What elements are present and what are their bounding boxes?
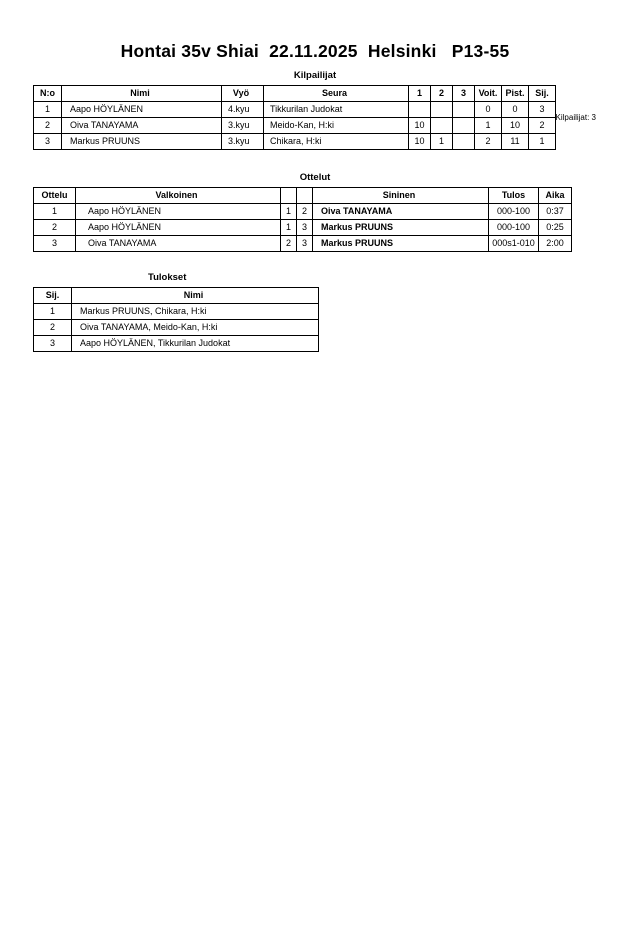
cell-points: 11 — [502, 134, 529, 150]
cell-club: Meido-Kan, H:ki — [264, 118, 409, 134]
col-header-m3: 3 — [453, 86, 475, 102]
cell-grade: 3.kyu — [222, 118, 264, 134]
competitors-table — [33, 85, 556, 150]
cell-match-no: 2 — [34, 220, 76, 236]
table-row — [34, 220, 572, 236]
col-header-wins: Voit. — [475, 86, 502, 102]
cell-white-no: 1 — [281, 204, 297, 220]
cell-score: 000s1-010 — [489, 236, 539, 252]
cell-m3 — [453, 134, 475, 150]
cell-rank: 3 — [529, 102, 556, 118]
col-header-score: Tulos — [489, 188, 539, 204]
cell-blue-no: 2 — [297, 204, 313, 220]
col-header-m1: 1 — [409, 86, 431, 102]
cell-no: 3 — [34, 134, 62, 150]
table-row — [34, 118, 556, 134]
table-header-row — [34, 86, 556, 102]
col-header-white: Valkoinen — [76, 188, 281, 204]
cell-points: 0 — [502, 102, 529, 118]
table-header-row — [34, 288, 319, 304]
results-table-wrap — [0, 287, 630, 352]
cell-name: Markus PRUUNS, Chikara, H:ki — [72, 304, 319, 320]
cell-rank: 2 — [529, 118, 556, 134]
cell-no: 1 — [34, 102, 62, 118]
cell-club: Tikkurilan Judokat — [264, 102, 409, 118]
cell-blue: Oiva TANAYAMA — [313, 204, 489, 220]
cell-wins: 0 — [475, 102, 502, 118]
matches-section-heading: Ottelut — [299, 172, 331, 183]
col-header-blue: Sininen — [313, 188, 489, 204]
cell-m3 — [453, 118, 475, 134]
cell-m1 — [409, 102, 431, 118]
cell-white: Oiva TANAYAMA — [76, 236, 281, 252]
cell-position: 3 — [34, 336, 72, 352]
cell-m1: 10 — [409, 118, 431, 134]
cell-white-no: 2 — [281, 236, 297, 252]
cell-grade: 4.kyu — [222, 102, 264, 118]
cell-m2 — [431, 102, 453, 118]
cell-match-no: 1 — [34, 204, 76, 220]
cell-wins: 1 — [475, 118, 502, 134]
cell-blue: Markus PRUUNS — [313, 220, 489, 236]
cell-wins: 2 — [475, 134, 502, 150]
col-header-m2: 2 — [431, 86, 453, 102]
cell-time: 2:00 — [539, 236, 572, 252]
cell-blue: Markus PRUUNS — [313, 236, 489, 252]
cell-m2: 1 — [431, 134, 453, 150]
cell-blue-no: 3 — [297, 220, 313, 236]
document-page — [0, 41, 630, 932]
competitors-count: Kilpailijat: 3 — [555, 113, 596, 122]
cell-name: Oiva TANAYAMA, Meido-Kan, H:ki — [72, 320, 319, 336]
col-header-white-no — [281, 188, 297, 204]
competitors-section-heading: Kilpailijat — [293, 70, 337, 81]
col-header-points: Pist. — [502, 86, 529, 102]
cell-m3 — [453, 102, 475, 118]
cell-grade: 3.kyu — [222, 134, 264, 150]
cell-white-no: 1 — [281, 220, 297, 236]
col-header-position: Sij. — [34, 288, 72, 304]
competitors-table-wrap — [0, 85, 630, 150]
cell-blue-no: 3 — [297, 236, 313, 252]
results-section-heading: Tulokset — [148, 272, 187, 283]
matches-table-wrap — [0, 187, 630, 252]
cell-no: 2 — [34, 118, 62, 134]
cell-rank: 1 — [529, 134, 556, 150]
col-header-time: Aika — [539, 188, 572, 204]
cell-match-no: 3 — [34, 236, 76, 252]
table-row — [34, 304, 319, 320]
table-row — [34, 102, 556, 118]
table-header-row — [34, 188, 572, 204]
cell-name: Aapo HÖYLÄNEN — [62, 102, 222, 118]
cell-club: Chikara, H:ki — [264, 134, 409, 150]
col-header-match-no: Ottelu — [34, 188, 76, 204]
cell-score: 000-100 — [489, 220, 539, 236]
matches-table — [33, 187, 572, 252]
page-title: Hontai 35v Shiai 22.11.2025 Helsinki P13-55 — [120, 41, 510, 61]
cell-name: Markus PRUUNS — [62, 134, 222, 150]
cell-white: Aapo HÖYLÄNEN — [76, 204, 281, 220]
table-row — [34, 134, 556, 150]
cell-name: Oiva TANAYAMA — [62, 118, 222, 134]
cell-time: 0:37 — [539, 204, 572, 220]
cell-time: 0:25 — [539, 220, 572, 236]
cell-position: 2 — [34, 320, 72, 336]
table-row — [34, 336, 319, 352]
cell-white: Aapo HÖYLÄNEN — [76, 220, 281, 236]
table-row — [34, 320, 319, 336]
cell-position: 1 — [34, 304, 72, 320]
col-header-name: Nimi — [62, 86, 222, 102]
table-row — [34, 236, 572, 252]
col-header-no: N:o — [34, 86, 62, 102]
cell-score: 000-100 — [489, 204, 539, 220]
cell-name: Aapo HÖYLÄNEN, Tikkurilan Judokat — [72, 336, 319, 352]
table-row — [34, 204, 572, 220]
cell-m1: 10 — [409, 134, 431, 150]
cell-points: 10 — [502, 118, 529, 134]
results-table — [33, 287, 319, 352]
col-header-grade: Vyö — [222, 86, 264, 102]
col-header-club: Seura — [264, 86, 409, 102]
cell-m2 — [431, 118, 453, 134]
col-header-name: Nimi — [72, 288, 319, 304]
col-header-rank: Sij. — [529, 86, 556, 102]
col-header-blue-no — [297, 188, 313, 204]
